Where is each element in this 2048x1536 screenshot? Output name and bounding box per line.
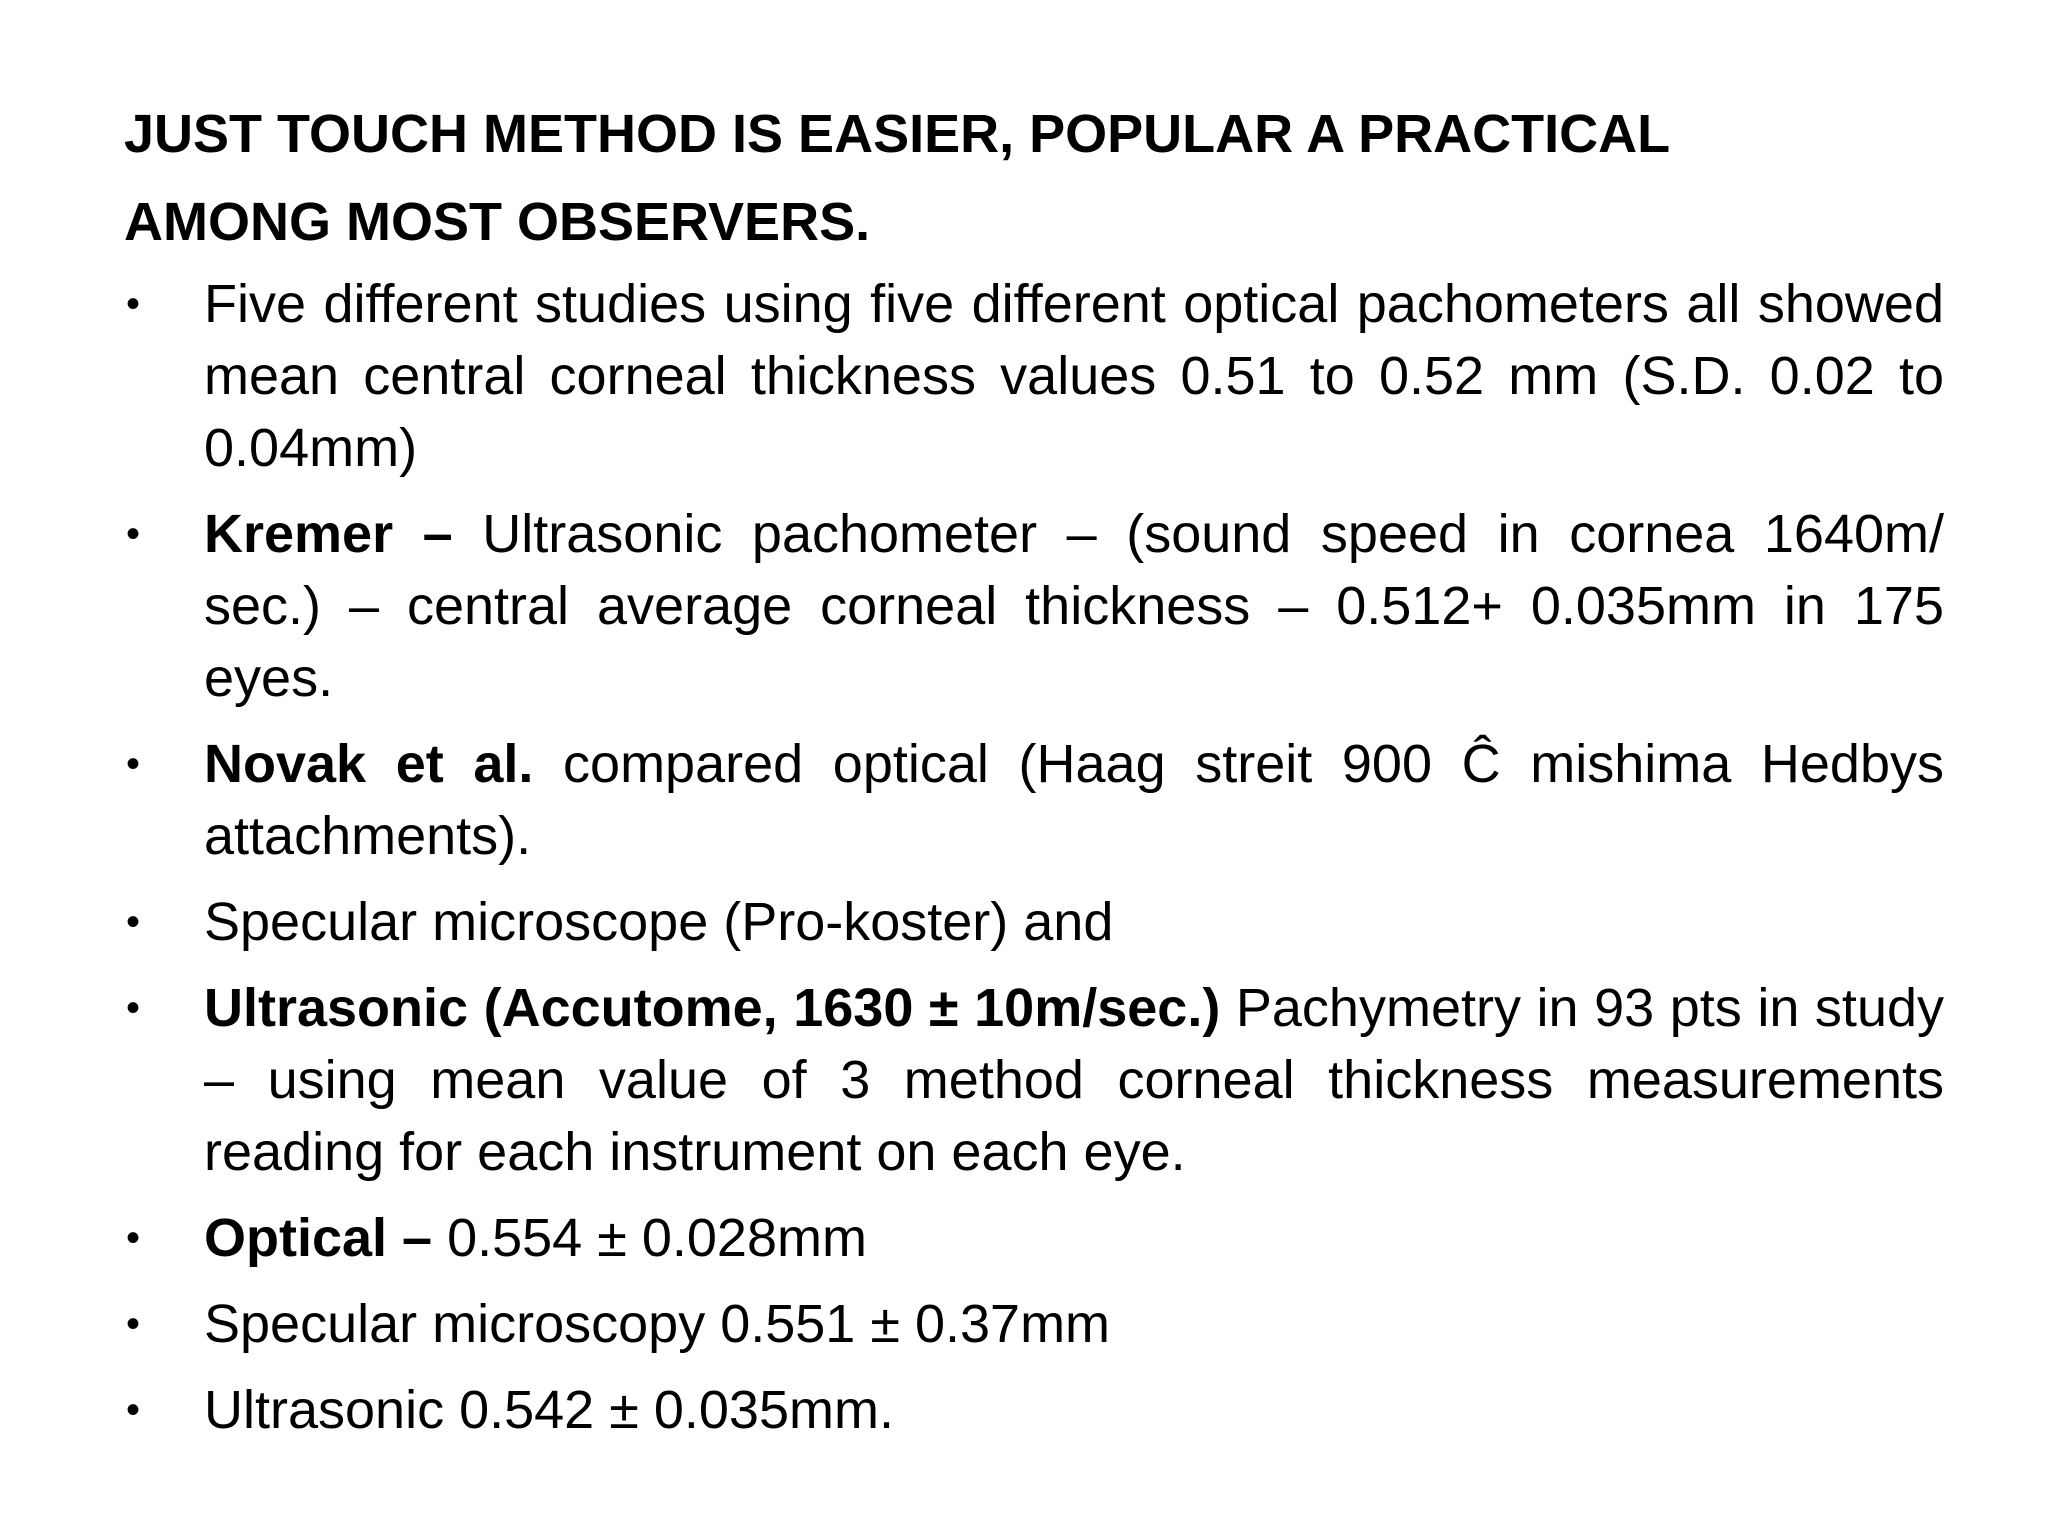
bullet-item (124, 728, 1944, 872)
bullet-dot: • (126, 1302, 141, 1346)
bullet-bold-text: Optical – (204, 1208, 433, 1268)
bullet-dot: • (126, 282, 141, 326)
bullet-item (124, 498, 1944, 714)
bullet-item (124, 1202, 1944, 1274)
bullet-text: Five different studies using five different optical pachometers all showed mean central corneal thickness values 0.51 to 0.52 mm (S.D. 0.02 to 0.04mm) (204, 274, 1944, 478)
bullet-dot: • (126, 1216, 141, 1260)
bullet-dot: • (126, 986, 141, 1030)
bullet-item (124, 972, 1944, 1188)
bullet-text: Specular microscopy 0.551 ± 0.37mm (204, 1294, 1111, 1354)
bullet-text: Ultrasonic 0.542 ± 0.035mm. (204, 1380, 894, 1440)
bullet-bold-text: Ultrasonic (Accutome, 1630 ± 10m/sec.) (204, 978, 1221, 1038)
bullet-item (124, 886, 1944, 958)
bullet-dot: • (126, 742, 141, 786)
bullet-dot: • (126, 512, 141, 556)
bullet-text: compared optical (Haag streit 900 Ĉ mishima Hedbys attachments). (204, 734, 1944, 866)
bullet-list (124, 268, 1944, 1460)
heading-line-2: AMONG MOST OBSERVERS. (124, 192, 871, 252)
heading-line-1: JUST TOUCH METHOD IS EASIER, POPULAR A PRACTICAL (124, 104, 1671, 164)
bullet-dot: • (126, 1388, 141, 1432)
bullet-text: Ultrasonic pachometer – (sound speed in cornea 1640m/ sec.) – central average corneal thickness – 0.512+ 0.035mm in 175 eyes. (204, 504, 1944, 708)
bullet-item (124, 1288, 1944, 1360)
bullet-text: Pachymetry in 93 pts in study – using mean value of 3 method corneal thickness measurements reading for each instrument on each eye. (204, 978, 1945, 1182)
bullet-bold-text: Novak et al. (204, 734, 534, 794)
bullet-text: Specular microscope (Pro-koster) and (204, 892, 1114, 952)
bullet-bold-text: Kremer – (204, 504, 453, 564)
bullet-item (124, 1374, 1944, 1446)
bullet-dot: • (126, 900, 141, 944)
bullet-text: 0.554 ± 0.028mm (432, 1208, 867, 1268)
bullet-item (124, 268, 1944, 484)
slide-heading (124, 90, 1944, 266)
